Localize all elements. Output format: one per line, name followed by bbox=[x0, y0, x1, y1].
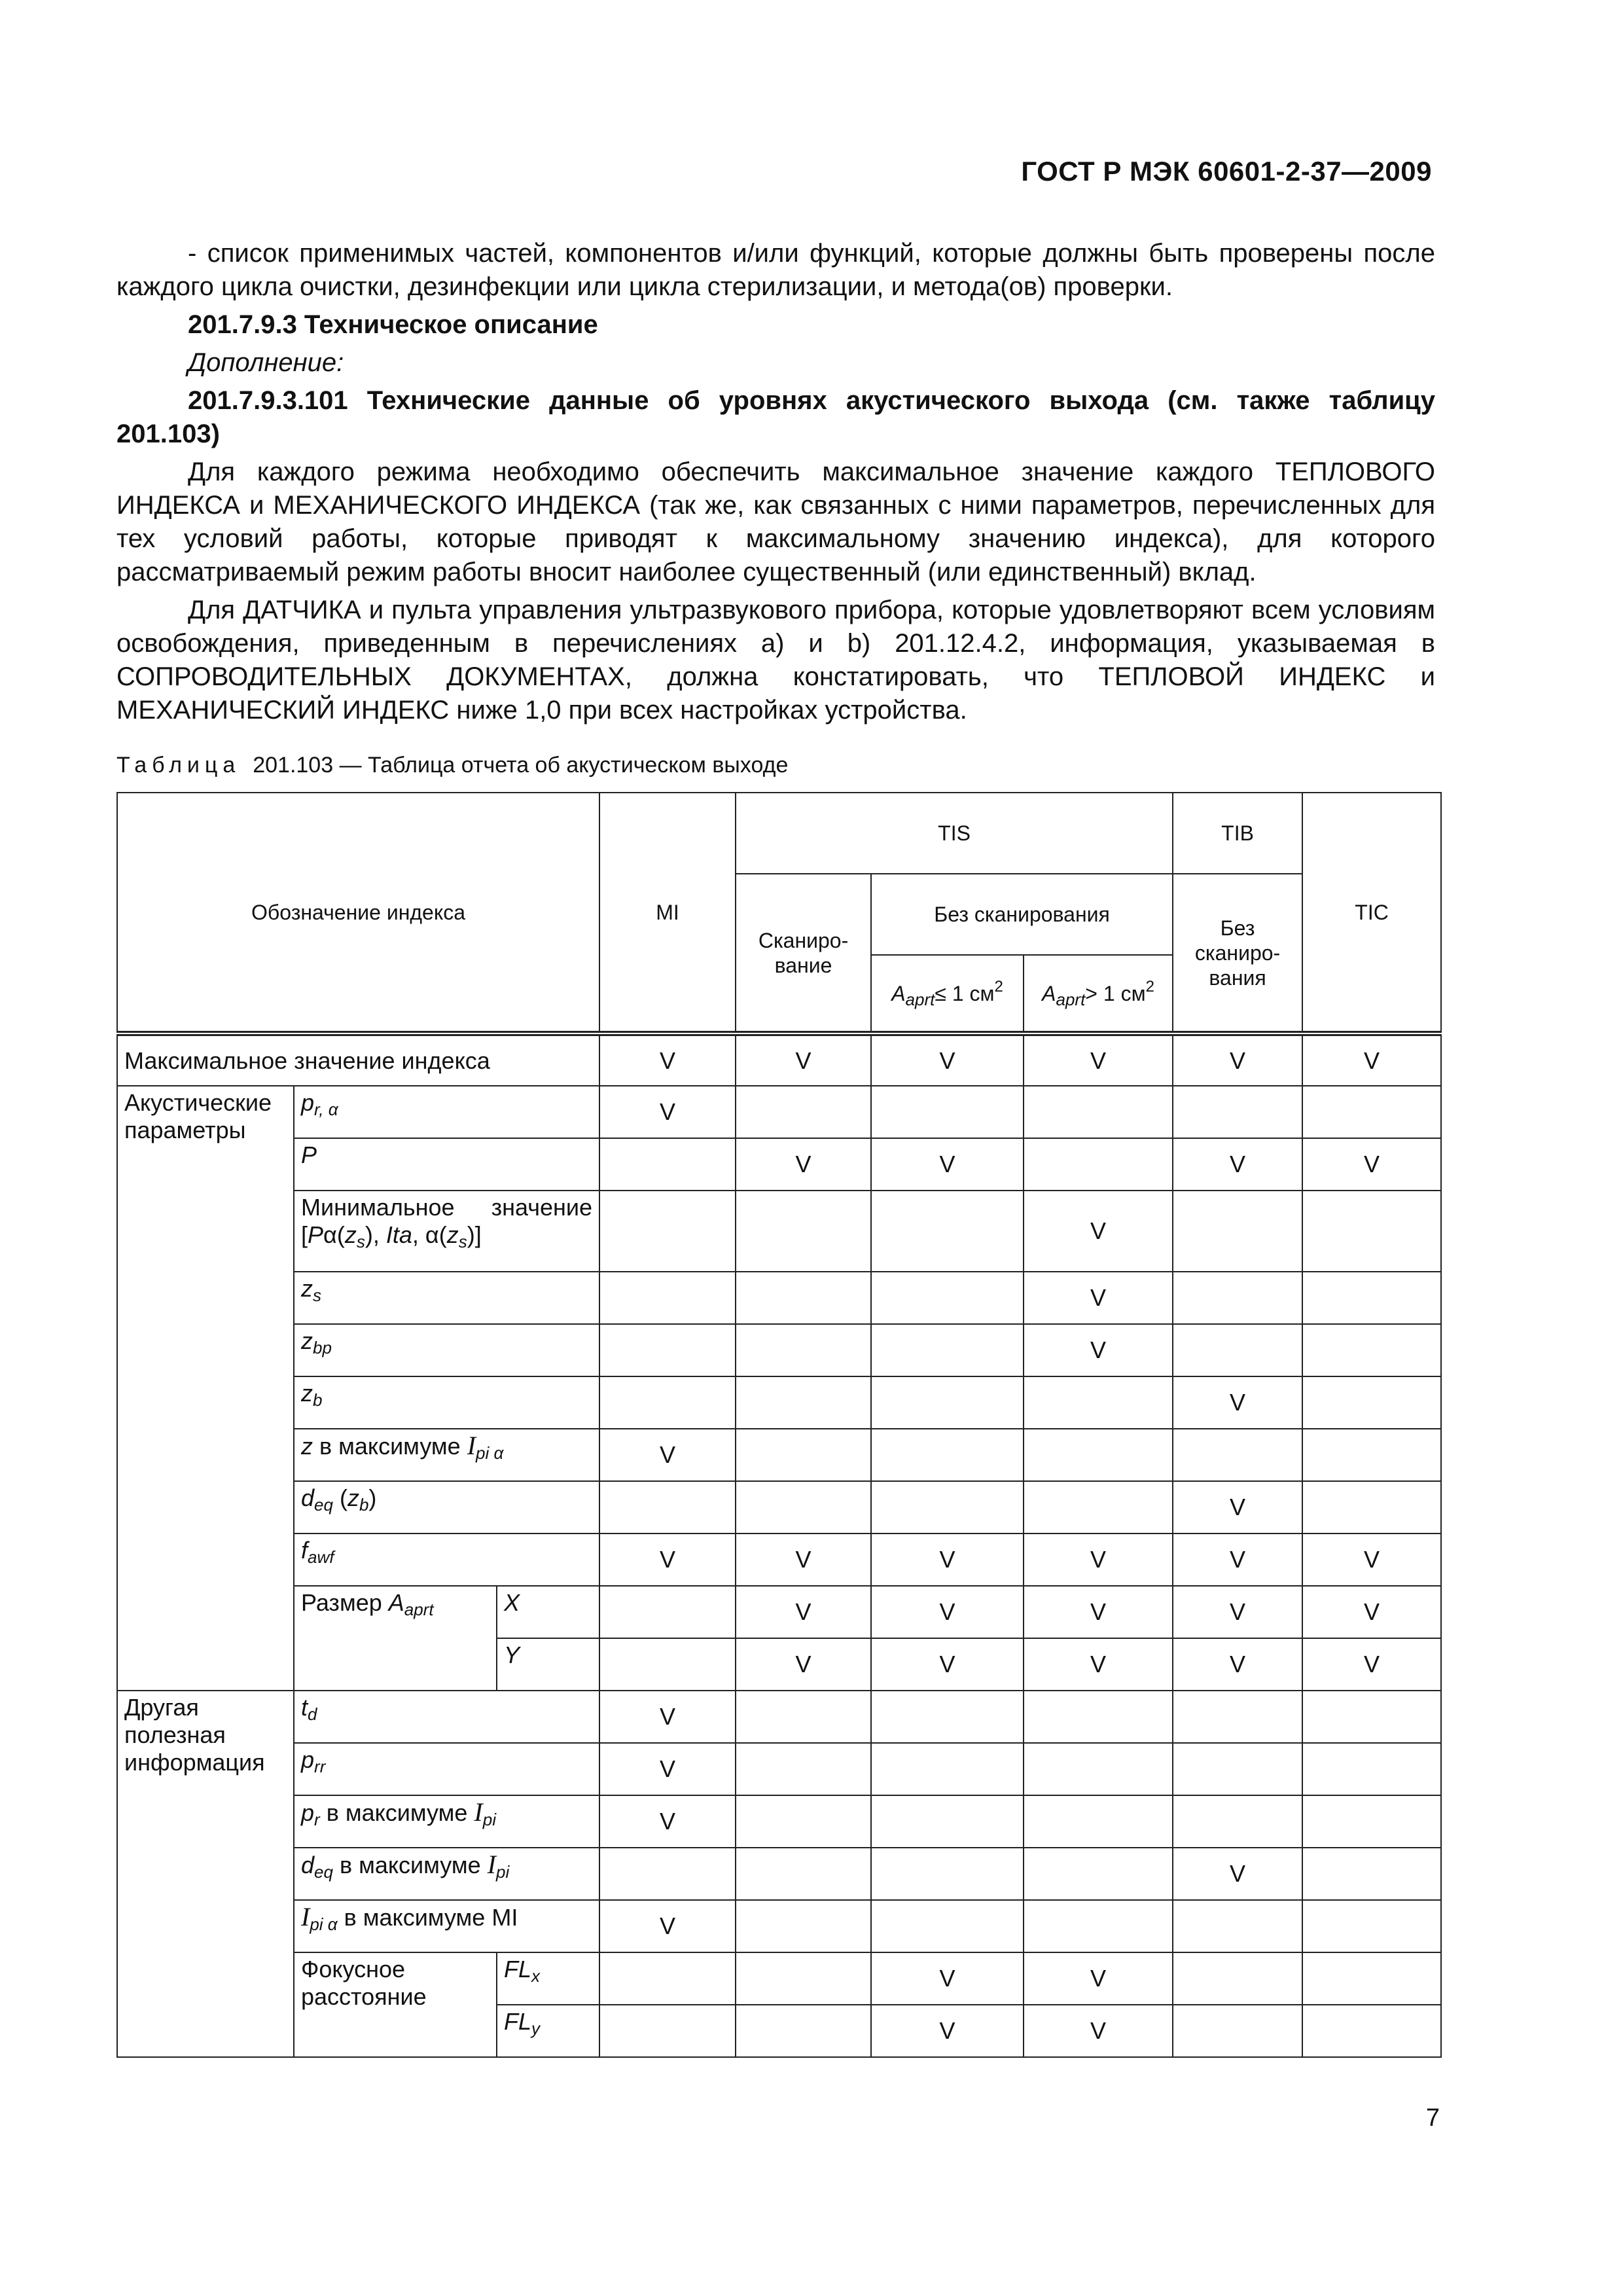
table-cell bbox=[871, 1848, 1024, 1900]
table-cell: V bbox=[736, 1638, 871, 1691]
table-cell: V bbox=[1024, 1272, 1173, 1324]
table-cell: V bbox=[1302, 1534, 1441, 1586]
table-cell bbox=[1302, 1191, 1441, 1272]
table-cell bbox=[599, 1191, 736, 1272]
table-cell: V bbox=[599, 1900, 736, 1952]
table-cell bbox=[1024, 1376, 1173, 1429]
page-number: 7 bbox=[1425, 2104, 1440, 2132]
table-cell: V bbox=[871, 1534, 1024, 1586]
table-cell bbox=[736, 1795, 871, 1848]
table-cell: V bbox=[1302, 1138, 1441, 1191]
table-cell: V bbox=[736, 1033, 871, 1086]
table-row bbox=[117, 1138, 1441, 1191]
aprt-gt-header: $A_{aprt}> 1$ $см^2$ bbox=[1024, 955, 1173, 1033]
table-cell: V bbox=[599, 1691, 736, 1743]
table-cell: $p_{rr}$ bbox=[294, 1743, 599, 1795]
table-cell: V bbox=[736, 1534, 871, 1586]
table-cell bbox=[871, 1324, 1024, 1376]
table-row bbox=[117, 1272, 1441, 1324]
table-cell: V bbox=[599, 1033, 736, 1086]
table-row bbox=[117, 1534, 1441, 1586]
table-cell bbox=[1302, 1743, 1441, 1795]
table-cell bbox=[1173, 1324, 1302, 1376]
table-cell: Y bbox=[497, 1638, 599, 1691]
table-cell bbox=[1173, 1272, 1302, 1324]
table-cell: V bbox=[1302, 1033, 1441, 1086]
table-cell bbox=[871, 1743, 1024, 1795]
table-cell bbox=[1302, 1324, 1441, 1376]
tib-header: TIB bbox=[1173, 793, 1302, 874]
table-cell bbox=[1302, 1481, 1441, 1534]
table-cell bbox=[871, 1795, 1024, 1848]
table-cell: V bbox=[1173, 1376, 1302, 1429]
table-cell: V bbox=[599, 1086, 736, 1138]
table-cell bbox=[871, 1429, 1024, 1481]
table-cell bbox=[736, 1429, 871, 1481]
table-cell: V bbox=[871, 1638, 1024, 1691]
table-cell bbox=[1024, 1795, 1173, 1848]
table-cell: $p_{r, \alpha}$ bbox=[294, 1086, 599, 1138]
table-row bbox=[117, 1033, 1441, 1086]
tis-header: TIS bbox=[736, 793, 1173, 874]
table-row bbox=[117, 1324, 1441, 1376]
table-cell: Минимальное значение [$P\alpha(z_s)$, Ita, $\alpha(z_s)$] bbox=[294, 1191, 599, 1272]
table-cell bbox=[599, 1324, 736, 1376]
table-cell: V bbox=[1024, 1638, 1173, 1691]
table-cell: V bbox=[736, 1138, 871, 1191]
table-cell bbox=[736, 1900, 871, 1952]
table-cell: V bbox=[871, 1952, 1024, 2005]
table-cell: V bbox=[1302, 1638, 1441, 1691]
table-cell bbox=[736, 1691, 871, 1743]
table-cell bbox=[1024, 1900, 1173, 1952]
table-cell: $d_{eq}$ в максимуме $I_{pi}$ bbox=[294, 1848, 599, 1900]
table-cell bbox=[736, 1324, 871, 1376]
table-cell: Максимальное значение индекса bbox=[117, 1033, 599, 1086]
table-cell: V bbox=[871, 1033, 1024, 1086]
tic-header: TIC bbox=[1302, 793, 1441, 1033]
table-cell: V bbox=[1173, 1138, 1302, 1191]
table-cell: V bbox=[599, 1795, 736, 1848]
table-cell bbox=[599, 1481, 736, 1534]
table-cell bbox=[1173, 1429, 1302, 1481]
tib-noscan-header: Без сканиро-вания bbox=[1173, 874, 1302, 1033]
table-cell bbox=[1173, 1900, 1302, 1952]
table-cell: V bbox=[1173, 1534, 1302, 1586]
table-cell bbox=[1173, 1795, 1302, 1848]
table-cell: V bbox=[1024, 1534, 1173, 1586]
table-header-row bbox=[117, 793, 1441, 874]
index-label-header: Обозначение индекса bbox=[117, 793, 599, 1033]
body-text bbox=[116, 237, 1435, 732]
table-cell: V bbox=[1024, 1324, 1173, 1376]
table-cell: P bbox=[294, 1138, 599, 1191]
table-row bbox=[117, 1429, 1441, 1481]
table-cell bbox=[871, 1691, 1024, 1743]
table-row bbox=[117, 1848, 1441, 1900]
table-cell: V bbox=[599, 1429, 736, 1481]
table-cell: $z_{bp}$ bbox=[294, 1324, 599, 1376]
table-row bbox=[117, 1900, 1441, 1952]
table-cell bbox=[736, 1191, 871, 1272]
table-cell: $t_d$ bbox=[294, 1691, 599, 1743]
table-cell bbox=[599, 1586, 736, 1638]
table-cell bbox=[1173, 2005, 1302, 2057]
table-cell bbox=[599, 2005, 736, 2057]
table-cell: $I_{pi \alpha}$ в максимуме MI bbox=[294, 1900, 599, 1952]
table-cell: V bbox=[1302, 1586, 1441, 1638]
table-cell: V bbox=[1024, 1191, 1173, 1272]
table-row bbox=[117, 1376, 1441, 1429]
table-cell bbox=[871, 1481, 1024, 1534]
table-cell: $FL_x$ bbox=[497, 1952, 599, 2005]
table-caption: Таблица 201.103 — Таблица отчета об акустическом выходе bbox=[116, 753, 789, 778]
table-cell: V bbox=[599, 1534, 736, 1586]
table-cell bbox=[1302, 1086, 1441, 1138]
table-cell bbox=[736, 1952, 871, 2005]
table-cell: $p_r$ в максимуме $I_{pi}$ bbox=[294, 1795, 599, 1848]
table-cell bbox=[1302, 1376, 1441, 1429]
table-cell bbox=[1302, 1900, 1441, 1952]
table-cell bbox=[1024, 1481, 1173, 1534]
table-cell: V bbox=[1024, 2005, 1173, 2057]
table-row bbox=[117, 1743, 1441, 1795]
table-cell bbox=[871, 1376, 1024, 1429]
table-cell bbox=[1173, 1086, 1302, 1138]
table-cell: V bbox=[871, 2005, 1024, 2057]
table-cell bbox=[1173, 1743, 1302, 1795]
table-cell bbox=[599, 1952, 736, 2005]
document-header: ГОСТ Р МЭК 60601-2-37—2009 bbox=[1021, 156, 1432, 187]
table-row bbox=[117, 1691, 1441, 1743]
table-cell: z в максимуме $I_{pi \alpha}$ bbox=[294, 1429, 599, 1481]
table-cell: V bbox=[1024, 1586, 1173, 1638]
table-cell: $z_b$ bbox=[294, 1376, 599, 1429]
table-cell bbox=[1173, 1691, 1302, 1743]
table-cell: V bbox=[1173, 1638, 1302, 1691]
table-cell: V bbox=[1173, 1481, 1302, 1534]
table-cell bbox=[599, 1376, 736, 1429]
table-cell: V bbox=[736, 1586, 871, 1638]
section-heading: 201.7.9.3 Техническое описание bbox=[188, 310, 598, 339]
table-cell bbox=[599, 1272, 736, 1324]
table-cell: V bbox=[1173, 1848, 1302, 1900]
table-cell bbox=[1024, 1086, 1173, 1138]
table-row bbox=[117, 1586, 1441, 1638]
table-row bbox=[117, 1086, 1441, 1138]
table-cell: V bbox=[1173, 1586, 1302, 1638]
noscan-header: Без сканирования bbox=[871, 874, 1173, 955]
table-cell bbox=[599, 1848, 736, 1900]
table-cell: $d_{eq}$ $(z_b)$ bbox=[294, 1481, 599, 1534]
table-cell bbox=[1302, 1429, 1441, 1481]
table-cell bbox=[1302, 1795, 1441, 1848]
table-row bbox=[117, 1481, 1441, 1534]
table-cell bbox=[871, 1272, 1024, 1324]
table-cell bbox=[1302, 1952, 1441, 2005]
table-cell: Фокусное расстояние bbox=[294, 1952, 497, 2057]
table-cell bbox=[1302, 1848, 1441, 1900]
table-row bbox=[117, 1191, 1441, 1272]
table-row bbox=[117, 1795, 1441, 1848]
table-cell: V bbox=[1024, 1952, 1173, 2005]
table-cell: V bbox=[599, 1743, 736, 1795]
table-cell: V bbox=[1024, 1033, 1173, 1086]
table-cell: V bbox=[871, 1586, 1024, 1638]
paragraph-list-item: - список применимых частей, компонентов и/или функций, которые должны быть проверены после каждого цикла очистки, дезинфекции или цикла стерилизации, и метода(ов) проверки. bbox=[116, 239, 1435, 301]
table-cell bbox=[1024, 1691, 1173, 1743]
aprt-le-header: $A_{aprt}\le 1$ $см^2$ bbox=[871, 955, 1024, 1033]
table-cell bbox=[736, 1272, 871, 1324]
table-cell bbox=[736, 1086, 871, 1138]
scan-header: Сканиро-вание bbox=[736, 874, 871, 1033]
table-cell bbox=[871, 1191, 1024, 1272]
paragraph-transducer: Для ДАТЧИКА и пульта управления ультразвукового прибора, которые удовлетворяют всем условиям освобождения, приведенным в перечислениях a) и b) 201.12.4.2, информация, указываемая в СОПРОВОДИТЕЛЬНЫХ ДОКУМЕНТАХ, должна констатировать, что ТЕПЛОВОЙ ИНДЕКС и МЕХАНИЧЕСКИЙ ИНДЕКС ниже 1,0 при всех настройках устройства. bbox=[116, 596, 1435, 725]
table-cell: $z_s$ bbox=[294, 1272, 599, 1324]
table-cell bbox=[1173, 1952, 1302, 2005]
table-cell: $f_{awf}$ bbox=[294, 1534, 599, 1586]
addition-label: Дополнение: bbox=[188, 348, 344, 377]
acoustic-output-table bbox=[116, 792, 1442, 2058]
paragraph-modes: Для каждого режима необходимо обеспечить максимальное значение каждого ТЕПЛОВОГО ИНДЕКСА и МЕХАНИЧЕСКОГО ИНДЕКСА (так же, как связанных с ними параметров, перечисленных для тех условий работы, которые приводят к максимальному значению индекса), для которого рассматриваемый режим работы вносит наиболее существенный (или единственный) вклад. bbox=[116, 457, 1435, 586]
table-cell: V bbox=[871, 1138, 1024, 1191]
table-cell bbox=[736, 1481, 871, 1534]
mi-header: MI bbox=[599, 793, 736, 1033]
table-cell bbox=[1024, 1743, 1173, 1795]
table-cell bbox=[1024, 1429, 1173, 1481]
subsection-heading: 201.7.9.3.101 Технические данные об уровнях акустического выхода (см. также таблицу 201.103) bbox=[116, 386, 1435, 448]
table-cell bbox=[871, 1086, 1024, 1138]
table-cell bbox=[736, 2005, 871, 2057]
group-acoustic: Акустические параметры bbox=[117, 1086, 294, 1691]
table-cell bbox=[1173, 1191, 1302, 1272]
table-cell bbox=[599, 1138, 736, 1191]
table-cell bbox=[599, 1638, 736, 1691]
group-other: Другая полезная информация bbox=[117, 1691, 294, 2057]
table-cell bbox=[871, 1900, 1024, 1952]
table-cell bbox=[736, 1848, 871, 1900]
table-cell bbox=[736, 1743, 871, 1795]
table-cell bbox=[1302, 1691, 1441, 1743]
table-cell: X bbox=[497, 1586, 599, 1638]
table-cell bbox=[1024, 1848, 1173, 1900]
table-cell: V bbox=[1173, 1033, 1302, 1086]
table-cell bbox=[1024, 1138, 1173, 1191]
table-cell: Размер $A_{aprt}$ bbox=[294, 1586, 497, 1691]
table-cell: $FL_y$ bbox=[497, 2005, 599, 2057]
table-cell bbox=[1302, 1272, 1441, 1324]
table-cell bbox=[1302, 2005, 1441, 2057]
table-cell bbox=[736, 1376, 871, 1429]
table-row bbox=[117, 1952, 1441, 2005]
